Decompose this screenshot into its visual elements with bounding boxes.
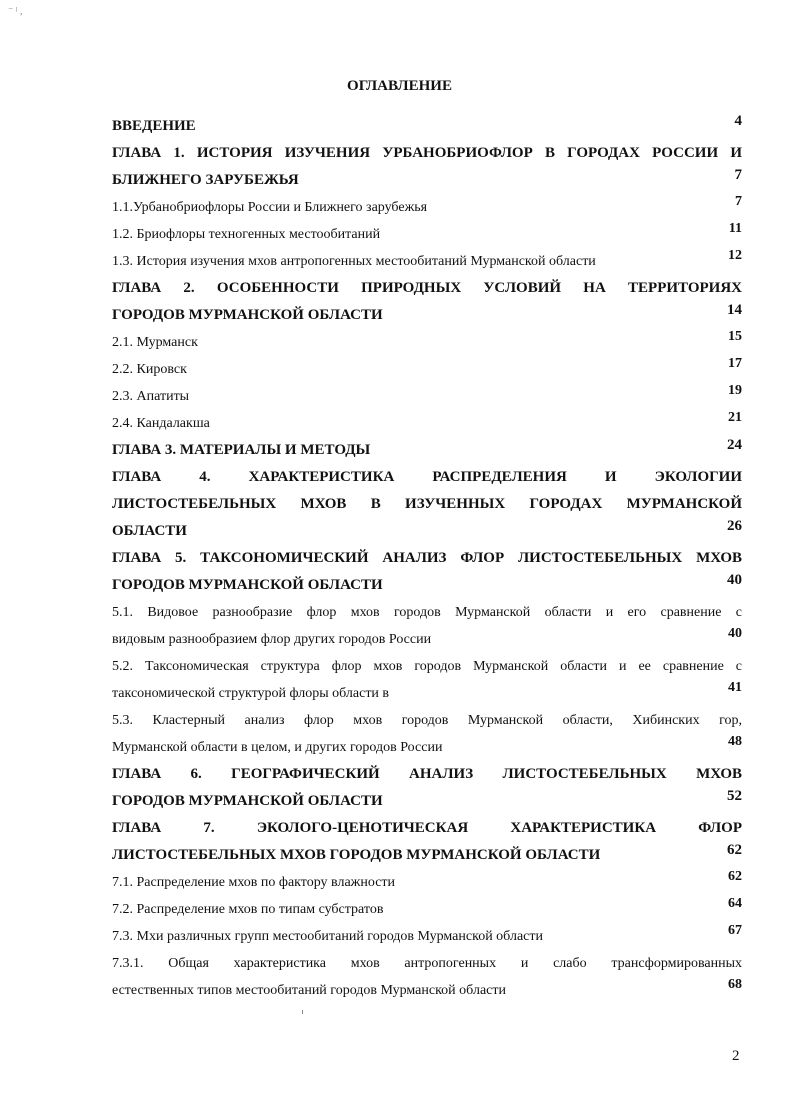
toc-entry-line: 5.2. Таксономическая структура флор мхов городов Мурманской области и ее сравнение с: [112, 659, 742, 674]
toc-page-number: 11: [728, 221, 742, 236]
toc-chapter-entry: [112, 437, 742, 464]
toc-entry-line: 2.4. Кандалакша: [112, 416, 210, 431]
toc-chapter-entry: [112, 815, 742, 869]
toc-chapter-entry: [112, 113, 742, 140]
toc-section-entry: [112, 653, 742, 707]
toc-entry-line: 2.1. Мурманск: [112, 335, 198, 350]
toc-page-number: 62: [728, 869, 742, 884]
toc-entry-line: ГЛАВА 1. ИСТОРИЯ ИЗУЧЕНИЯ УРБАНОБРИОФЛОР В ГОРОДАХ РОССИИ И: [112, 145, 742, 161]
toc-section-entry: [112, 248, 742, 275]
toc-entry-line: 5.1. Видовое разнообразие флор мхов городов Мурманской области и его сравнение с: [112, 605, 742, 620]
toc-entry-line: 1.1.Урбанобриофлоры России и Ближнего зарубежья: [112, 200, 428, 215]
toc-entry-line: 7.3.1. Общая характеристика мхов антропогенных и слабо трансформированных: [112, 956, 742, 971]
toc-entry-line: таксономической структурой флоры области в: [112, 686, 390, 701]
toc-page-number: 67: [728, 923, 742, 938]
toc-entry-line: 1.2. Бриофлоры техногенных местообитаний: [112, 227, 381, 242]
toc-chapter-entry: [112, 761, 742, 815]
toc-section-entry: [112, 923, 742, 950]
toc-section-entry: [112, 707, 742, 761]
toc-page-number: 48: [728, 734, 742, 749]
toc-entry-line: естественных типов местообитаний городов Мурманской области: [112, 983, 506, 998]
toc-entry-line: 2.2. Кировск: [112, 362, 187, 377]
toc-page-number: 4: [734, 113, 742, 129]
toc-page-number: 62: [727, 842, 742, 858]
toc-chapter-entry: [112, 464, 742, 545]
toc-page-number: 68: [728, 977, 742, 992]
toc-entry-line: 7.3. Мхи различных групп местообитаний городов Мурманской области: [112, 929, 543, 944]
toc-entry-line: 5.3. Кластерный анализ флор мхов городов Мурманской области, Хибинских гор,: [112, 713, 742, 728]
toc-page-number: 26: [727, 518, 742, 534]
toc-page-number: 24: [727, 437, 742, 453]
toc-section-entry: [112, 410, 742, 437]
toc-entry-line: ГЛАВА 7. ЭКОЛОГО-ЦЕНОТИЧЕСКАЯ ХАРАКТЕРИСТИКА ФЛОР: [112, 820, 742, 836]
toc-section-entry: [112, 599, 742, 653]
page-number: 2: [732, 1048, 740, 1064]
toc-page-number: 7: [734, 167, 742, 183]
toc-chapter-entry: [112, 140, 742, 194]
toc-page-number: 15: [728, 329, 742, 344]
toc-page-number: 52: [727, 788, 742, 804]
toc-section-entry: [112, 383, 742, 410]
toc-entry-line: ГОРОДОВ МУРМАНСКОЙ ОБЛАСТИ: [112, 577, 383, 593]
toc-section-entry: [112, 329, 742, 356]
toc-entry-line: Мурманской области в целом, и других городов России: [112, 740, 443, 755]
table-of-contents: [112, 113, 742, 1004]
toc-entry-line: ГОРОДОВ МУРМАНСКОЙ ОБЛАСТИ: [112, 307, 383, 323]
toc-page-number: 7: [735, 194, 742, 209]
toc-page-number: 14: [727, 302, 742, 318]
toc-entry-line: 1.3. История изучения мхов антропогенных местообитаний Мурманской области: [112, 254, 596, 269]
toc-page-number: 17: [728, 356, 742, 371]
toc-entry-line: ВВЕДЕНИЕ: [112, 118, 196, 134]
toc-title: ОГЛАВЛЕНИЕ: [347, 78, 452, 94]
toc-entry-line: ГЛАВА 6. ГЕОГРАФИЧЕСКИЙ АНАЛИЗ ЛИСТОСТЕБЕЛЬНЫХ МХОВ: [112, 766, 742, 782]
toc-section-entry: [112, 194, 742, 221]
toc-entry-line: БЛИЖНЕГО ЗАРУБЕЖЬЯ: [112, 172, 299, 188]
toc-page-number: 12: [728, 248, 742, 263]
toc-page-number: 64: [728, 896, 742, 911]
toc-entry-line: 7.2. Распределение мхов по типам субстратов: [112, 902, 384, 917]
toc-chapter-entry: [112, 275, 742, 329]
toc-entry-line: ЛИСТОСТЕБЕЛЬНЫХ МХОВ В ИЗУЧЕННЫХ ГОРОДАХ МУРМАНСКОЙ: [112, 496, 742, 512]
toc-entry-line: ГЛАВА 2. ОСОБЕННОСТИ ПРИРОДНЫХ УСЛОВИЙ НА ТЕРРИТОРИЯХ: [112, 280, 742, 296]
toc-entry-line: ГЛАВА 3. МАТЕРИАЛЫ И МЕТОДЫ: [112, 442, 371, 458]
toc-page-number: 41: [728, 680, 742, 695]
toc-entry-line: ЛИСТОСТЕБЕЛЬНЫХ МХОВ ГОРОДОВ МУРМАНСКОЙ ОБЛАСТИ: [112, 847, 601, 863]
toc-section-entry: [112, 869, 742, 896]
toc-entry-line: 7.1. Распределение мхов по фактору влажности: [112, 875, 396, 890]
toc-page-number: 40: [728, 626, 742, 641]
toc-section-entry: [112, 950, 742, 1004]
scan-mark: [302, 1010, 303, 1014]
toc-entry-line: видовым разнообразием флор других городов России: [112, 632, 432, 647]
scan-speck: ⁻ ˡ ,: [8, 6, 23, 17]
toc-section-entry: [112, 221, 742, 248]
toc-page-number: 21: [728, 410, 742, 425]
toc-entry-line: ОБЛАСТИ: [112, 523, 187, 539]
toc-entry-line: 2.3. Апатиты: [112, 389, 190, 404]
toc-section-entry: [112, 356, 742, 383]
toc-entry-line: ГЛАВА 5. ТАКСОНОМИЧЕСКИЙ АНАЛИЗ ФЛОР ЛИСТОСТЕБЕЛЬНЫХ МХОВ: [112, 550, 742, 566]
toc-section-entry: [112, 896, 742, 923]
toc-entry-line: ГОРОДОВ МУРМАНСКОЙ ОБЛАСТИ: [112, 793, 383, 809]
toc-page-number: 19: [728, 383, 742, 398]
toc-chapter-entry: [112, 545, 742, 599]
toc-entry-line: ГЛАВА 4. ХАРАКТЕРИСТИКА РАСПРЕДЕЛЕНИЯ И ЭКОЛОГИИ: [112, 469, 742, 485]
toc-page-number: 40: [727, 572, 742, 588]
